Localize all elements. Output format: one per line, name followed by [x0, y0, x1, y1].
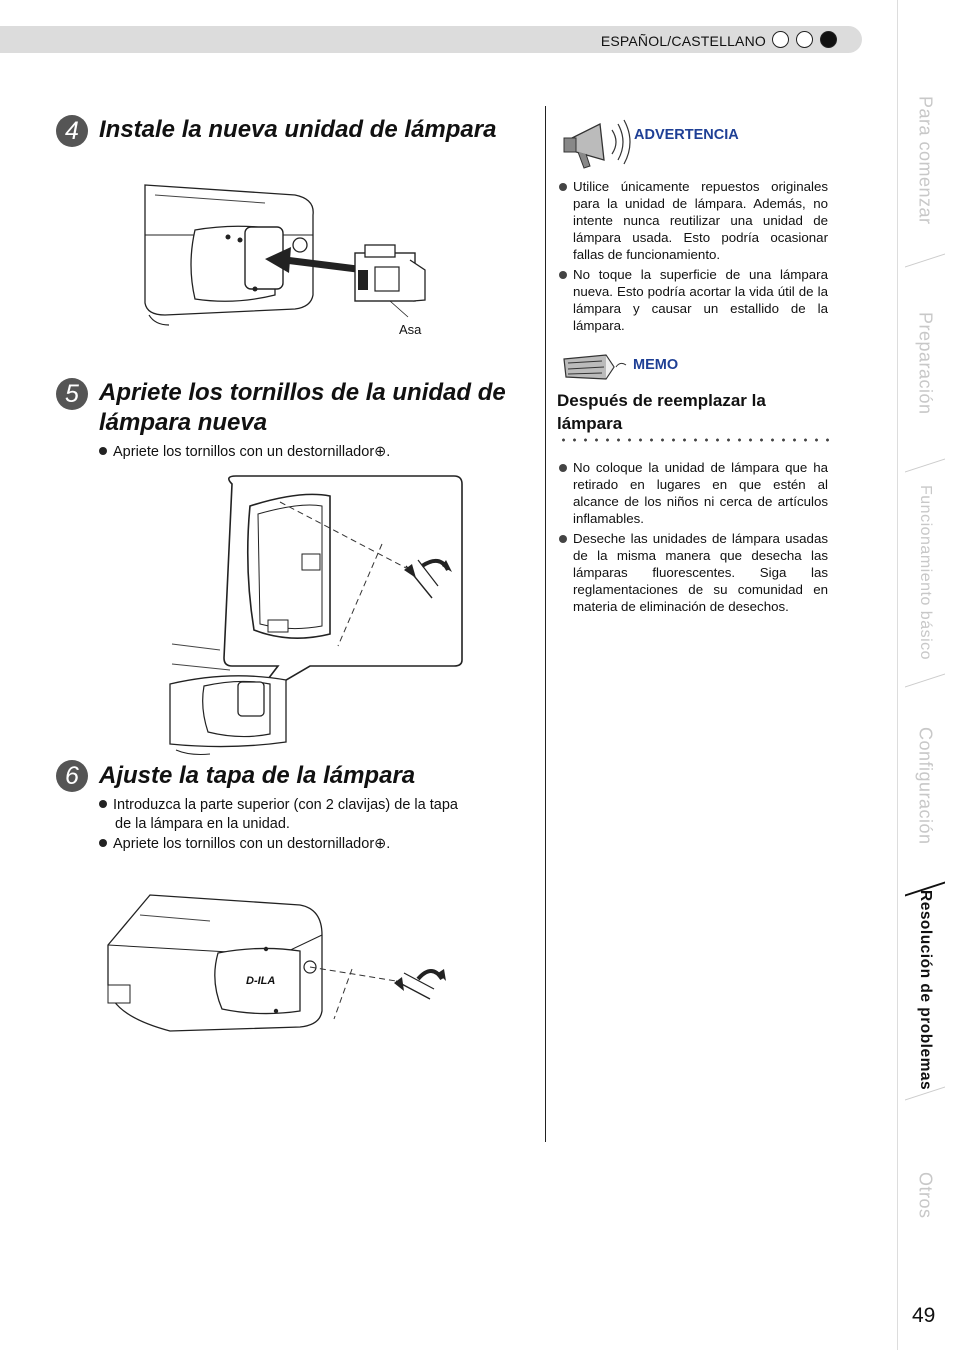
step-6-bullet-1-text: Introduzca la parte superior (con 2 clavijas) de la tapa: [113, 797, 458, 813]
dila-logo: D-ILA: [246, 975, 276, 987]
tab-funcionamiento-basico[interactable]: [903, 470, 947, 675]
dotted-separator: [558, 438, 833, 442]
tab-para-comenzar[interactable]: [903, 60, 947, 260]
tab-label: Para comenzar: [915, 95, 936, 225]
page-number: 49: [912, 1304, 936, 1327]
warning-title: ADVERTENCIA: [634, 127, 739, 143]
list-item: Deseche las unidades de lámpara usadas de la misma manera que desecha las lámparas fluorescentes. Siga las reglamentaciones de su comunidad en materia de eliminación de desechos.: [558, 530, 828, 615]
tab-label: Otros: [915, 1171, 936, 1219]
list-item: No coloque la unidad de lámpara que ha retirado en lugares en que estén al alcance de los niños ni cerca de artículos inflamables.: [558, 459, 828, 527]
column-divider: [545, 106, 546, 1142]
tab-otros[interactable]: [903, 1100, 947, 1290]
memo-heading: Después de reemplazar la lámpara: [557, 391, 766, 433]
memo-title: MEMO: [633, 357, 679, 373]
step-title-6: Ajuste la tapa de la lámpara: [99, 762, 416, 789]
list-item: Utilice únicamente repuestos originales para la unidad de lámpara. Además, no intente nunca reutilizar una unidad de lámpara usada. Esto podría ocasionar fallas de funcionamiento.: [558, 178, 828, 263]
tab-label: Funcionamiento básico: [917, 484, 934, 661]
language-indicator: [772, 31, 837, 48]
language-circle-filled-icon: [820, 31, 837, 48]
tab-preparacion[interactable]: [903, 266, 947, 461]
projector-lamp-insert-illustration: [125, 175, 435, 335]
list-item: No toque la superficie de una lámpara nueva. Esto podría acortar la vida útil de la lámpara y causar un estallido de la lámpara.: [558, 266, 828, 334]
step-title-4: Instale la nueva unidad de lámpara: [99, 116, 497, 143]
tab-label: Preparación: [915, 312, 936, 415]
step-6-bullet-1: [99, 796, 458, 815]
handle-label: Asa: [399, 322, 422, 337]
step-title-5-line1: Apriete los tornillos de la unidad de: [99, 379, 506, 406]
memo-pencil-icon: [562, 353, 628, 381]
side-tab-edge: [897, 0, 898, 1350]
step-number-5: 5: [56, 378, 88, 410]
lamp-screws-illustration: [170, 474, 470, 759]
step-5-bullet-text: Apriete los tornillos con un destornillador⊕.: [113, 444, 391, 460]
step-6-bullet-2-text: Apriete los tornillos con un destornillador⊕.: [113, 836, 391, 852]
tab-resolucion-de-problemas[interactable]: [903, 889, 947, 1091]
megaphone-icon: [562, 116, 632, 172]
warning-list: [558, 178, 828, 337]
step-5-bullet: [99, 443, 390, 462]
bullet-icon: [99, 447, 107, 455]
tab-label: Resolución de problemas: [917, 889, 934, 1091]
tab-configuracion[interactable]: [903, 686, 947, 886]
language-label: ESPAÑOL/CASTELLANO: [600, 33, 766, 49]
step-6-bullet-1-cont: de la lámpara en la unidad.: [115, 816, 290, 832]
memo-list: [558, 459, 828, 618]
language-circle-icon: [772, 31, 789, 48]
bullet-icon: [99, 800, 107, 808]
language-circle-icon: [796, 31, 813, 48]
step-number-4: 4: [56, 115, 88, 147]
step-number-6: 6: [56, 760, 88, 792]
bullet-icon: [99, 839, 107, 847]
lamp-cover-illustration: [100, 885, 460, 1040]
step-title-5-line2: lámpara nueva: [99, 409, 268, 436]
tab-label: Configuración: [915, 727, 936, 845]
step-6-bullet-2: [99, 835, 390, 854]
